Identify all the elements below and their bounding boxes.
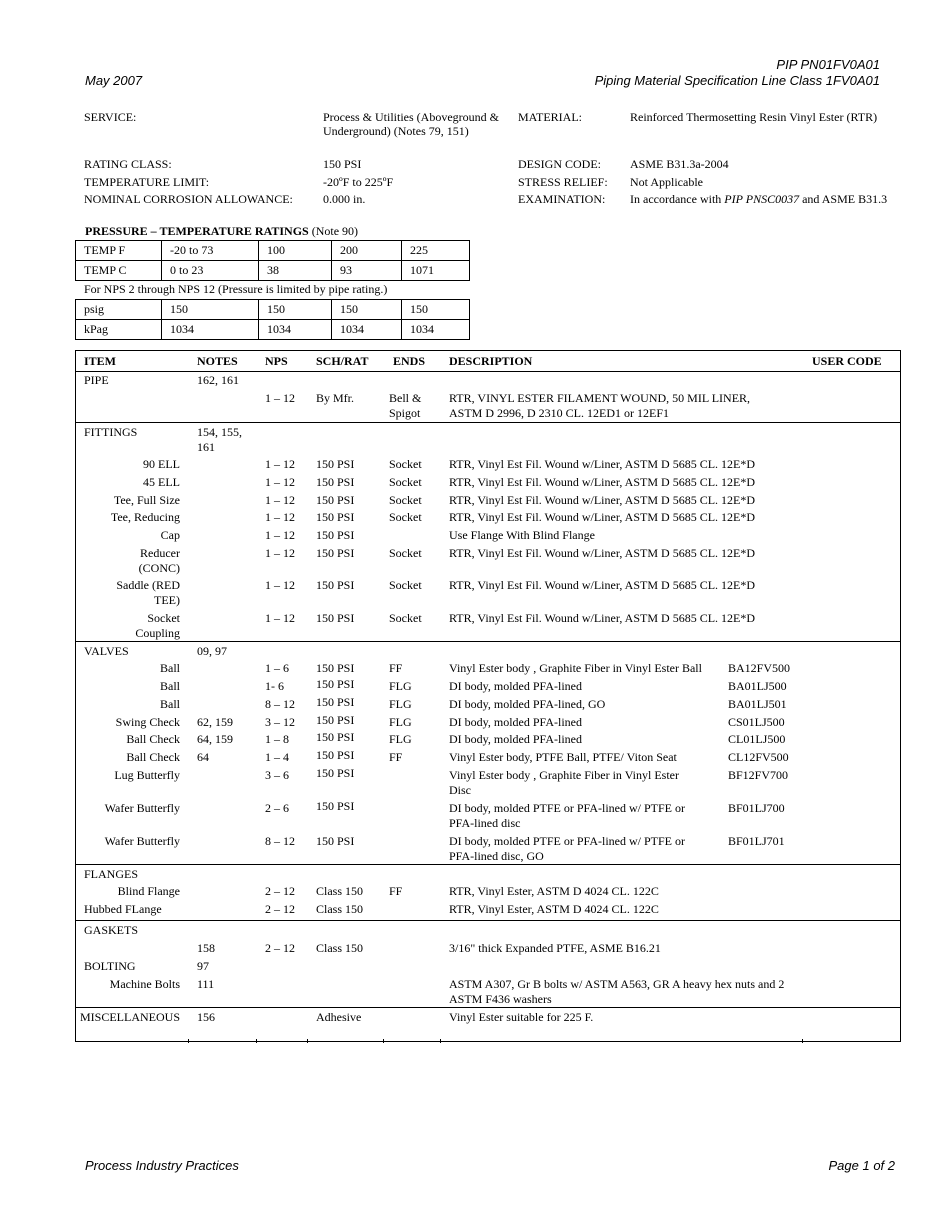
pt-row-kpag [76, 320, 470, 340]
nps-cell: 2 – 6 [265, 801, 289, 815]
desc-cell: RTR, Vinyl Est Fil. Wound w/Liner, ASTM D 5685 CL. 12E*D [449, 578, 756, 592]
column-tick [256, 1039, 257, 1043]
user-code-cell: CL01LJ500 [728, 732, 786, 746]
header-doc-id: PIP PN01FV0A01 [776, 57, 880, 72]
item-cell: Ball [160, 679, 180, 693]
user-code-cell: BF01LJ701 [728, 834, 785, 848]
item-cell: Ball [160, 697, 180, 711]
desc-cell: RTR, Vinyl Est Fil. Wound w/Liner, ASTM D 5685 CL. 12E*D [449, 457, 756, 471]
pt-cell: 1034 [402, 320, 470, 340]
pt-cell: 0 to 23 [162, 261, 259, 281]
sch-cell: 150 PSI [316, 546, 355, 560]
footer-left: Process Industry Practices [85, 1158, 239, 1173]
user-code-cell: BF01LJ700 [728, 801, 785, 815]
desc-cell: DI body, molded PFA-lined [449, 715, 582, 729]
section-fittings [76, 422, 900, 642]
item-cell: Wafer Butterfly [104, 801, 180, 815]
pt-cell: 93 [332, 261, 402, 281]
material-value: Reinforced Thermosetting Resin Vinyl Ester (RTR) [630, 110, 878, 124]
nps-cell: 1 – 12 [265, 493, 295, 507]
pt-cell: 150 [402, 300, 470, 320]
sch-cell: 150 PSI [316, 677, 355, 691]
section-title: PIPE [84, 373, 109, 387]
section-title: MISCELLANEOUS [80, 1010, 181, 1024]
notes-cell: 62, 159 [197, 715, 233, 729]
desc-cell: RTR, Vinyl Est Fil. Wound w/Liner, ASTM D 5685 CL. 12E*D [449, 493, 756, 507]
item-cell: Socket Coupling [135, 611, 180, 640]
item-cell: Tee, Full Size [113, 493, 180, 507]
pt-cell: 150 [332, 300, 402, 320]
pt-cell: TEMP C [76, 261, 162, 281]
sch-cell: 150 PSI [316, 748, 355, 762]
item-cell: Cap [160, 528, 180, 542]
ends-cell: Socket [389, 546, 422, 560]
nps-cell: 1 – 12 [265, 578, 295, 592]
sch-cell: 150 PSI [316, 528, 355, 542]
section-title: GASKETS [84, 923, 139, 937]
desc-cell: RTR, Vinyl Ester, ASTM D 4024 CL. 122C [449, 884, 659, 898]
item-cell: Hubbed FLange [84, 902, 162, 916]
user-code-cell: BF12FV700 [728, 768, 789, 782]
user-code-cell: BA01LJ500 [728, 679, 787, 693]
desc-cell: Vinyl Ester body, PTFE Ball, PTFE/ Viton Seat [449, 750, 677, 764]
ends-cell: Socket [389, 611, 422, 625]
ends-cell: Socket [389, 493, 422, 507]
sch-cell: 150 PSI [316, 493, 355, 507]
nps-cell: 8 – 12 [265, 697, 295, 711]
table-header [76, 351, 900, 372]
col-ends: ENDS [393, 354, 426, 368]
nps-cell: 1 – 6 [265, 661, 289, 675]
nps-cell: 1 – 12 [265, 391, 295, 405]
sch-cell: 150 PSI [316, 578, 355, 592]
item-cell: Ball Check [126, 750, 180, 764]
notes-cell: 64, 159 [197, 732, 233, 746]
nps-cell: 1 – 12 [265, 475, 295, 489]
notes-cell: 156 [197, 1010, 215, 1024]
column-tick [440, 1039, 441, 1043]
item-cell: 45 ELL [143, 475, 180, 489]
section-gaskets [76, 920, 900, 1008]
ends-cell: FF [389, 750, 403, 764]
sch-cell: 150 PSI [316, 713, 355, 727]
nps-cell: 1 – 12 [265, 457, 295, 471]
exam-value: In accordance with PIP PNSC0037 and ASME B31.3 [630, 192, 888, 206]
desc-cell: RTR, Vinyl Est Fil. Wound w/Liner, ASTM D 5685 CL. 12E*D [449, 510, 756, 524]
col-notes: NOTES [197, 354, 238, 368]
ends-cell: Socket [389, 510, 422, 524]
pt-cell: 150 [259, 300, 332, 320]
desc-cell: DI body, molded PFA-lined [449, 679, 582, 693]
pt-cell: 38 [259, 261, 332, 281]
temp-value: -20ºF to 225ºF [323, 175, 394, 189]
col-nps: NPS [265, 354, 288, 368]
user-code-cell: BA12FV500 [728, 661, 791, 675]
user-code-cell: CS01LJ500 [728, 715, 785, 729]
desc-cell: Vinyl Ester body , Graphite Fiber in Vinyl Ester Ball [449, 661, 702, 675]
desc-cell: RTR, VINYL ESTER FILAMENT WOUND, 50 MIL LINER, ASTM D 2996, D 2310 CL. 12ED1 or 12EF1 [449, 391, 751, 420]
notes-cell: 111 [197, 977, 215, 991]
item-cell: Blind Flange [117, 884, 180, 898]
pt-cell: 150 [162, 300, 259, 320]
desc-cell: Vinyl Ester body , Graphite Fiber in Vinyl Ester Disc [449, 768, 679, 797]
column-tick [188, 1039, 189, 1043]
spec-table [75, 350, 901, 1042]
pt-cell: TEMP F [76, 241, 162, 261]
notes-cell: 162, 161 [197, 373, 239, 387]
item-cell: Machine Bolts [109, 977, 180, 991]
nps-cell: 3 – 6 [265, 768, 289, 782]
ends-cell: FLG [389, 732, 412, 746]
sch-cell: Class 150 [316, 902, 364, 916]
nps-cell: 2 – 12 [265, 884, 295, 898]
desc-cell: RTR, Vinyl Est Fil. Wound w/Liner, ASTM D 5685 CL. 12E*D [449, 611, 756, 625]
desc-cell: ASTM A307, Gr B bolts w/ ASTM A563, GR A heavy hex nuts and 2 ASTM F436 washers [449, 977, 785, 1006]
item-cell: Swing Check [115, 715, 180, 729]
column-tick [383, 1039, 384, 1043]
pt-row-temp-f [76, 241, 470, 261]
ends-cell: FLG [389, 715, 412, 729]
pt-row-temp-c [76, 261, 470, 281]
pt-limit-note: For NPS 2 through NPS 12 (Pressure is limited by pipe rating.) [84, 282, 388, 296]
sch-cell: Class 150 [316, 884, 364, 898]
section-flanges [76, 864, 900, 921]
sch-cell: 150 PSI [316, 695, 355, 709]
corrosion-label: NOMINAL CORROSION ALLOWANCE: [84, 192, 293, 206]
col-sch: SCH/RAT [316, 354, 369, 368]
service-label: SERVICE: [84, 110, 137, 124]
ends-cell: Socket [389, 578, 422, 592]
temp-label: TEMPERATURE LIMIT: [84, 175, 210, 189]
corrosion-value: 0.000 in. [323, 192, 366, 206]
section-title: VALVES [84, 644, 129, 658]
sch-cell: 150 PSI [316, 766, 355, 780]
section-misc [76, 1007, 900, 1042]
desc-cell: DI body, molded PFA-lined [449, 732, 582, 746]
nps-cell: 1 – 8 [265, 732, 289, 746]
pt-cell: 100 [259, 241, 332, 261]
item-cell: Reducer (CONC) [138, 546, 180, 575]
desc-cell: RTR, Vinyl Ester, ASTM D 4024 CL. 122C [449, 902, 659, 916]
stress-value: Not Applicable [630, 175, 703, 189]
nps-cell: 2 – 12 [265, 941, 295, 955]
sch-cell: Class 150 [316, 941, 364, 955]
pt-row-psig [76, 300, 470, 320]
pt-table-pressure [75, 299, 470, 340]
material-label: MATERIAL: [518, 110, 582, 124]
stress-label: STRESS RELIEF: [518, 175, 608, 189]
pt-cell: 225 [402, 241, 470, 261]
sch-cell: 150 PSI [316, 611, 355, 625]
item-cell: Saddle (RED TEE) [116, 578, 180, 607]
sch-cell: 150 PSI [316, 730, 355, 744]
desc-cell: RTR, Vinyl Est Fil. Wound w/Liner, ASTM D 5685 CL. 12E*D [449, 546, 756, 560]
design-value: ASME B31.3a-2004 [630, 157, 729, 171]
desc-cell: RTR, Vinyl Est Fil. Wound w/Liner, ASTM D 5685 CL. 12E*D [449, 475, 756, 489]
footer-page-number: Page 1 of 2 [828, 1158, 895, 1173]
sch-cell: By Mfr. [316, 391, 355, 405]
design-label: DESIGN CODE: [518, 157, 601, 171]
col-item: ITEM [84, 354, 117, 368]
notes-cell: 154, 155, 161 [197, 425, 242, 454]
sch-cell: 150 PSI [316, 661, 355, 675]
rating-value: 150 PSI [323, 157, 362, 171]
pt-cell: kPag [76, 320, 162, 340]
desc-cell: Vinyl Ester suitable for 225 F. [449, 1010, 594, 1024]
item-cell: Wafer Butterfly [104, 834, 180, 848]
item-cell: Tee, Reducing [110, 510, 180, 524]
pt-cell: 1034 [162, 320, 259, 340]
user-code-cell: CL12FV500 [728, 750, 789, 764]
notes-cell: 09, 97 [197, 644, 227, 658]
sch-cell: Adhesive [316, 1010, 362, 1024]
notes-cell: 97 [197, 959, 209, 973]
ends-cell: Bell & Spigot [389, 391, 422, 420]
header-title: Piping Material Specification Line Class 1FV0A01 [594, 73, 880, 88]
sch-cell: 150 PSI [316, 475, 355, 489]
user-code-cell: BA01LJ501 [728, 697, 787, 711]
nps-cell: 3 – 12 [265, 715, 295, 729]
desc-cell: DI body, molded PFA-lined, GO [449, 697, 606, 711]
header-date: May 2007 [85, 73, 143, 88]
pt-cell: 1034 [332, 320, 402, 340]
notes-cell: 158 [197, 941, 215, 955]
service-value: Process & Utilities (Aboveground & Underground) (Notes 79, 151) [323, 110, 499, 138]
ends-cell: Socket [389, 457, 422, 471]
desc-cell: DI body, molded PTFE or PFA-lined w/ PTFE or PFA-lined disc [449, 801, 685, 830]
ends-cell: FF [389, 884, 403, 898]
desc-cell: 3/16" thick Expanded PTFE, ASME B16.21 [449, 941, 661, 955]
section-pipe [76, 371, 900, 423]
pt-cell: 1071 [402, 261, 470, 281]
sch-cell: 150 PSI [316, 510, 355, 524]
ends-cell: FF [389, 661, 403, 675]
pt-cell: 200 [332, 241, 402, 261]
desc-cell: Use Flange With Blind Flange [449, 528, 595, 542]
section-title-bolting: BOLTING [84, 959, 136, 973]
pt-cell: 1034 [259, 320, 332, 340]
column-tick [307, 1039, 308, 1043]
rating-label: RATING CLASS: [84, 157, 172, 171]
item-cell: 90 ELL [143, 457, 180, 471]
col-user-code: USER CODE [812, 354, 882, 368]
nps-cell: 1 – 12 [265, 510, 295, 524]
col-desc: DESCRIPTION [449, 354, 533, 368]
section-title: FITTINGS [84, 425, 138, 439]
section-title: FLANGES [84, 867, 139, 881]
notes-cell: 64 [197, 750, 209, 764]
pt-cell: psig [76, 300, 162, 320]
column-tick [802, 1039, 803, 1043]
item-cell: Lug Butterfly [114, 768, 180, 782]
nps-cell: 2 – 12 [265, 902, 295, 916]
sch-cell: 150 PSI [316, 457, 355, 471]
pt-cell: -20 to 73 [162, 241, 259, 261]
desc-cell: DI body, molded PTFE or PFA-lined w/ PTFE or PFA-lined disc, GO [449, 834, 685, 863]
nps-cell: 1 – 12 [265, 611, 295, 625]
nps-cell: 1 – 12 [265, 546, 295, 560]
item-cell: Ball Check [126, 732, 180, 746]
section-valves [76, 641, 900, 865]
sch-cell: 150 PSI [316, 799, 355, 813]
sch-cell: 150 PSI [316, 834, 355, 848]
nps-cell: 1- 6 [265, 679, 284, 693]
ends-cell: Socket [389, 475, 422, 489]
pt-table-temp [75, 240, 470, 281]
nps-cell: 8 – 12 [265, 834, 295, 848]
ends-cell: FLG [389, 679, 412, 693]
nps-cell: 1 – 12 [265, 528, 295, 542]
item-cell: Ball [160, 661, 180, 675]
ends-cell: FLG [389, 697, 412, 711]
exam-label: EXAMINATION: [518, 192, 606, 206]
nps-cell: 1 – 4 [265, 750, 289, 764]
pt-title: PRESSURE – TEMPERATURE RATINGS (Note 90) [85, 224, 359, 238]
